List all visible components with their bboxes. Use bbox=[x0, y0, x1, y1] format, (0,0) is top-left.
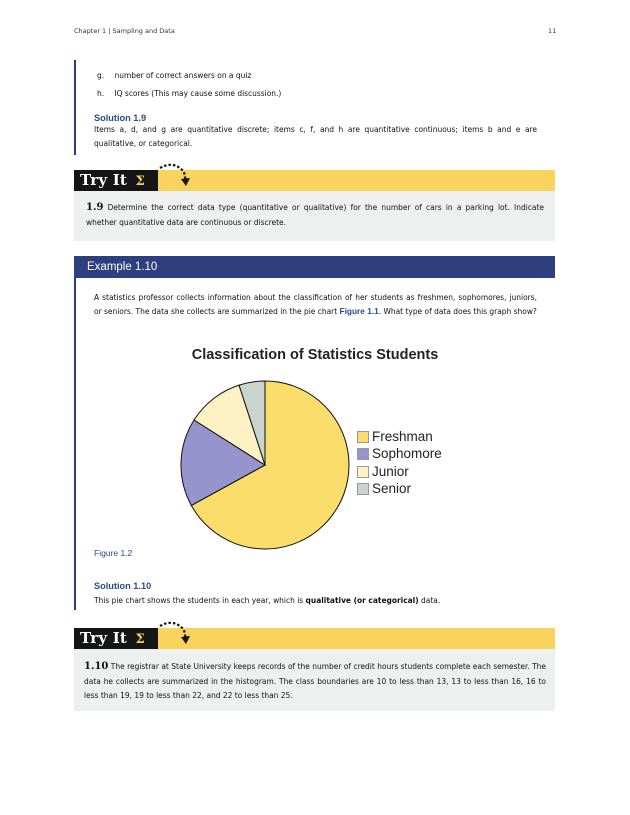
try-it-text: Try It bbox=[80, 171, 128, 189]
legend-label: Freshman bbox=[372, 429, 433, 444]
try-it-banner bbox=[74, 170, 555, 191]
legend-swatch bbox=[358, 484, 368, 494]
list-text: number of correct answers on a quiz bbox=[114, 70, 252, 80]
legend-label: Junior bbox=[372, 464, 409, 479]
list-letter: h. bbox=[97, 88, 105, 98]
list-item bbox=[97, 86, 281, 100]
arrow-icon bbox=[158, 620, 192, 650]
legend-swatch bbox=[358, 432, 368, 442]
solution-1-10-text bbox=[94, 593, 440, 607]
solution-1-10-title: Solution 1.10 bbox=[94, 581, 152, 591]
legend-item bbox=[358, 482, 411, 496]
solution-text-end: data. bbox=[418, 595, 441, 605]
solution-1-9-title: Solution 1.9 bbox=[94, 113, 147, 123]
list-text: IQ scores (This may cause some discussion.) bbox=[114, 88, 282, 98]
legend-item bbox=[358, 447, 442, 461]
try-it-box bbox=[74, 649, 555, 711]
example-text-start: A statistics professor collects information about the classification of her students as freshmen, sophomores, juniors, or seniors. The data she collects are summarized in the pie chart bbox=[94, 292, 537, 316]
list-item bbox=[97, 68, 251, 82]
solution-text-start: This pie chart shows the students in each year, which is bbox=[94, 595, 306, 605]
try-it-text: Try It bbox=[80, 629, 128, 647]
legend-swatch bbox=[358, 449, 368, 459]
legend-swatch bbox=[358, 467, 368, 477]
example-left-rule bbox=[74, 60, 76, 155]
running-header: Chapter 1 | Sampling and Data bbox=[74, 27, 175, 35]
chart-title: Classification of Statistics Students bbox=[191, 347, 439, 363]
pie-chart bbox=[170, 372, 360, 562]
figure-caption: Figure 1.2 bbox=[94, 548, 133, 558]
list-letter: g. bbox=[97, 70, 105, 80]
try-it-banner bbox=[74, 628, 555, 649]
arrow-icon bbox=[158, 162, 192, 192]
solution-1-9-text: Items a, d, and g are quantitative discrete; items c, f, and h are quantitative continuous; items b and e are qualitative, or categorical. bbox=[94, 124, 537, 148]
exercise-number: 1.9 bbox=[86, 202, 104, 213]
example-text-end: . What type of data does this graph show? bbox=[378, 306, 537, 316]
example-header: Example 1.10 bbox=[74, 256, 555, 278]
page-number: 11 bbox=[548, 27, 557, 35]
legend-item bbox=[358, 430, 433, 444]
exercise-number: 1.10 bbox=[84, 661, 109, 672]
sigma-icon: Σ bbox=[135, 632, 145, 647]
solution-bold: qualitative (or categorical) bbox=[305, 595, 419, 605]
example-text bbox=[94, 290, 537, 318]
try-it-label bbox=[74, 628, 158, 649]
try-it-2-text bbox=[84, 659, 546, 702]
sigma-icon: Σ bbox=[135, 174, 145, 189]
try-it-1-text bbox=[86, 200, 544, 229]
legend-label: Sophomore bbox=[372, 446, 442, 461]
try-it-box bbox=[74, 191, 555, 241]
try-it-label bbox=[74, 170, 158, 191]
example-left-rule bbox=[74, 278, 76, 610]
figure-link[interactable]: Figure 1.1 bbox=[339, 306, 379, 316]
legend-label: Senior bbox=[372, 481, 412, 496]
legend-item bbox=[358, 465, 409, 479]
exercise-text: Determine the correct data type (quantitative or qualitative) for the number of cars in a parking lot. Indicate whether quantitative data are continuous or discrete. bbox=[86, 202, 544, 227]
exercise-text: The registrar at State University keeps records of the number of credit hours students complete each semester. The data he collects are summarized in the histogram. The class boundaries are 10 to less than 13, 13 to less than 16, 16 to less than 19, 19 to less than 22, and 22 to less than 25. bbox=[84, 661, 546, 700]
